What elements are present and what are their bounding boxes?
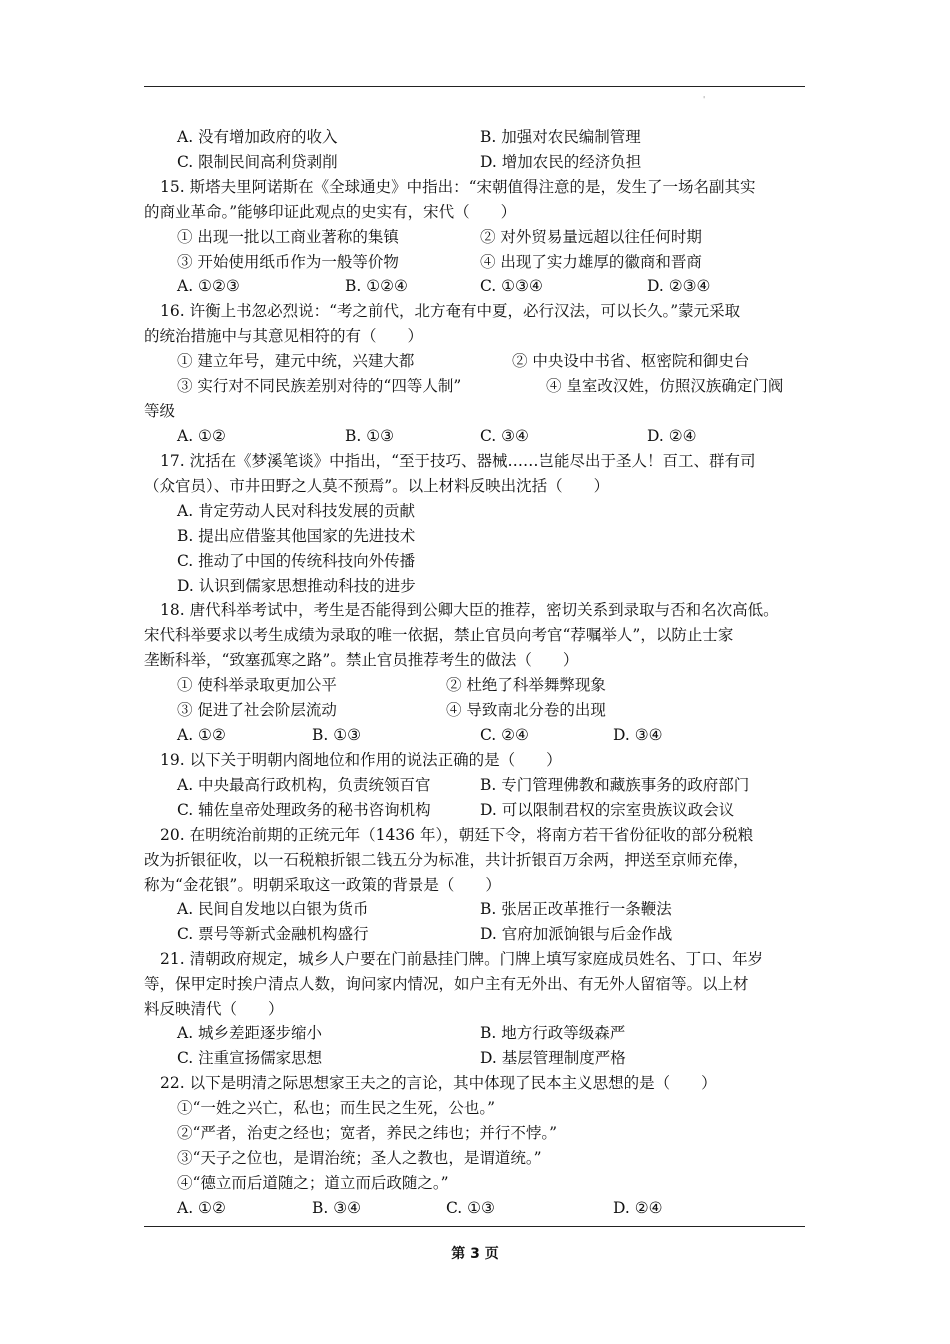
header-rule — [144, 86, 805, 87]
q22-option-a: A. ①② — [177, 1199, 226, 1217]
q17-option-b: B. 提出应借鉴其他国家的先进技术 — [177, 527, 416, 545]
q16-stem-line2: 的统治措施中与其意见相符的有（ ） — [144, 327, 424, 345]
q18-item-1: ① 使科举录取更加公平 — [177, 676, 337, 694]
header-mark: ' — [703, 95, 706, 104]
q21-stem-line1: 21. 清朝政府规定，城乡人户要在门前悬挂门牌。门牌上填写家庭成员姓名、丁口、年岁 — [160, 950, 764, 968]
q16-option-c: C. ③④ — [480, 427, 529, 445]
q22-item-2: ②“严者，治吏之经也；宽者，养民之纬也；并行不悖。” — [177, 1124, 558, 1142]
q19-option-b: B. 专门管理佛教和藏族事务的政府部门 — [480, 776, 750, 794]
q17-option-d: D. 认识到儒家思想推动科技的进步 — [177, 577, 416, 595]
q17-option-a: A. 肯定劳动人民对科技发展的贡献 — [177, 502, 416, 520]
q21-option-a: A. 城乡差距逐步缩小 — [177, 1024, 323, 1042]
q22-option-b: B. ③④ — [312, 1199, 362, 1217]
footer-rule — [144, 1226, 805, 1227]
q20-stem-line2: 改为折银征收，以一石税粮折银二钱五分为标准，共计折银百万余两，押送至京师充俸， — [144, 851, 749, 869]
q15-option-a: A. ①②③ — [177, 277, 240, 295]
q14-option-b: B. 加强对农民编制管理 — [480, 128, 641, 146]
q16-item-1: ① 建立年号，建元中统，兴建大都 — [177, 352, 415, 370]
q20-stem-line1: 20. 在明统治前期的正统元年（1436 年），朝廷下令，将南方若干省份征收的部分税粮 — [160, 826, 754, 844]
q22-item-1: ①“一姓之兴亡，私也；而生民之生死，公也。” — [177, 1099, 496, 1117]
q22-option-c: C. ①③ — [446, 1199, 495, 1217]
q15-item-1: ① 出现一批以工商业著称的集镇 — [177, 228, 399, 246]
q18-stem-line2: 宋代科举要求以考生成绩为录取的唯一依据，禁止官员向考官“荐嘱举人”，以防止士家 — [144, 626, 734, 644]
q22-item-4: ④“德立而后道随之；道立而后政随之。” — [177, 1174, 449, 1192]
q19-option-c: C. 辅佐皇帝处理政务的秘书咨询机构 — [177, 801, 431, 819]
q20-option-c: C. 票号等新式金融机构盛行 — [177, 925, 369, 943]
q20-option-d: D. 官府加派饷银与后金作战 — [480, 925, 673, 943]
q18-item-3: ③ 促进了社会阶层流动 — [177, 701, 337, 719]
page-number: 第 3 页 — [451, 1246, 499, 1262]
q19-option-a: A. 中央最高行政机构，负责统领百官 — [177, 776, 431, 794]
q16-option-d: D. ②④ — [647, 427, 697, 445]
q16-item-3: ③ 实行对不同民族差别对待的“四等人制” — [177, 377, 462, 395]
q18-stem-line3: 垄断科举，“致塞孤寒之路”。禁止官员推荐考生的做法（ ） — [144, 651, 579, 669]
q18-option-d: D. ③④ — [613, 726, 663, 744]
q15-stem-line1: 15. 斯塔夫里阿诺斯在《全球通史》中指出：“宋朝值得注意的是，发生了一场名副其实 — [160, 178, 756, 196]
q16-item-4-continued: 等级 — [144, 402, 176, 420]
q21-stem-line3: 料反映清代（ ） — [144, 1000, 284, 1018]
q16-item-4: ④ 皇室改汉姓，仿照汉族确定门阀 — [546, 377, 784, 395]
q15-option-b: B. ①②④ — [345, 277, 408, 295]
q16-item-2: ② 中央设中书省、枢密院和御史台 — [512, 352, 750, 370]
q21-option-c: C. 注重宣扬儒家思想 — [177, 1049, 323, 1067]
q20-stem-line3: 称为“金花银”。明朝采取这一政策的背景是（ ） — [144, 876, 501, 894]
q15-option-d: D. ②③④ — [647, 277, 711, 295]
q15-stem-line2: 的商业革命。”能够印证此观点的史实有，宋代（ ） — [144, 203, 517, 221]
q16-stem-line1: 16. 许衡上书忽必烈说：“考之前代，北方奄有中夏，必行汉法，可以长久。”蒙元采取 — [160, 302, 741, 320]
q22-option-d: D. ②④ — [613, 1199, 663, 1217]
q19-option-d: D. 可以限制君权的宗室贵族议政会议 — [480, 801, 735, 819]
q20-option-b: B. 张居正改革推行一条鞭法 — [480, 900, 672, 918]
q18-option-a: A. ①② — [177, 726, 226, 744]
q17-stem-line1: 17. 沈括在《梦溪笔谈》中指出，“至于技巧、器械……岂能尽出于圣人！百工、群有司 — [160, 452, 756, 470]
q15-item-3: ③ 开始使用纸币作为一般等价物 — [177, 253, 399, 271]
q14-option-a: A. 没有增加政府的收入 — [177, 128, 338, 146]
q17-stem-line2: （众官员）、市井田野之人莫不预焉”。以上材料反映出沈括（ ） — [144, 477, 610, 495]
q20-option-a: A. 民间自发地以白银为货币 — [177, 900, 369, 918]
q22-stem: 22. 以下是明清之际思想家王夫之的言论，其中体现了民本主义思想的是（ ） — [160, 1074, 717, 1092]
q18-item-4: ④ 导致南北分卷的出现 — [446, 701, 606, 719]
q21-option-b: B. 地方行政等级森严 — [480, 1024, 626, 1042]
q14-option-c: C. 限制民间高利贷剥削 — [177, 153, 338, 171]
q16-option-b: B. ①③ — [345, 427, 395, 445]
q15-item-4: ④ 出现了实力雄厚的徽商和晋商 — [480, 253, 702, 271]
q21-option-d: D. 基层管理制度严格 — [480, 1049, 626, 1067]
q21-stem-line2: 等，保甲定时挨户清点人数，询问家内情况，如户主有无外出、有无外人留宿等。以上材 — [144, 975, 749, 993]
q18-stem-line1: 18. 唐代科举考试中，考生是否能得到公卿大臣的推荐，密切关系到录取与否和名次高低。 — [160, 601, 779, 619]
q18-option-c: C. ②④ — [480, 726, 529, 744]
q19-stem: 19. 以下关于明朝内阁地位和作用的说法正确的是（ ） — [160, 751, 562, 769]
q15-option-c: C. ①③④ — [480, 277, 543, 295]
q17-option-c: C. 推动了中国的传统科技向外传播 — [177, 552, 416, 570]
q16-option-a: A. ①② — [177, 427, 226, 445]
q18-option-b: B. ①③ — [312, 726, 362, 744]
q18-item-2: ② 杜绝了科举舞弊现象 — [446, 676, 606, 694]
q15-item-2: ② 对外贸易量远超以往任何时期 — [480, 228, 702, 246]
q22-item-3: ③“天子之位也，是谓治统；圣人之教也，是谓道统。” — [177, 1149, 542, 1167]
q14-option-d: D. 增加农民的经济负担 — [480, 153, 642, 171]
